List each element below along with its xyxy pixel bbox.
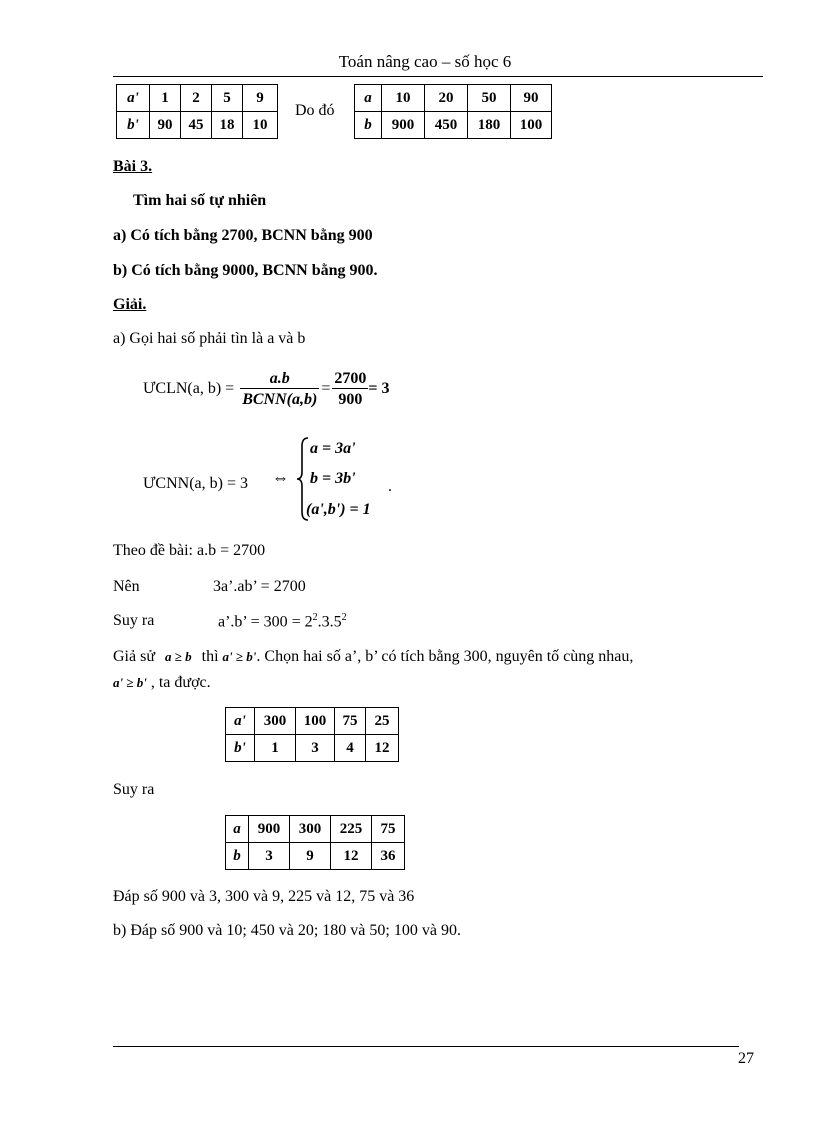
table-cell: 20 <box>425 85 468 112</box>
table-row <box>355 112 552 139</box>
table-a-prime-b-prime <box>225 707 399 762</box>
table-cell: b <box>226 843 249 870</box>
iff-arrow: ⇔ <box>272 468 289 487</box>
exercise-part-a: a) Có tích bằng 2700, BCNN bằng 900 <box>113 227 373 244</box>
table-row <box>226 816 405 843</box>
table-cell: 9 <box>243 85 278 112</box>
table-cell: 5 <box>212 85 243 112</box>
gia-su-line-2 <box>113 674 211 692</box>
exercise-title: Bài 3. <box>113 158 153 175</box>
table-cell: b' <box>226 735 255 762</box>
system-eq-1: a = 3a' <box>310 440 356 457</box>
table-row <box>226 735 399 762</box>
page-number: 27 <box>738 1050 754 1067</box>
table-cell: 10 <box>243 112 278 139</box>
header-rule <box>113 76 763 77</box>
system-dot: . <box>388 478 392 495</box>
table-cell: 90 <box>150 112 181 139</box>
table-cell: 18 <box>212 112 243 139</box>
fraction-numerator: a.b <box>269 369 290 387</box>
nen-label: Nên <box>113 578 140 595</box>
table-cell: 3 <box>249 843 290 870</box>
system-eq-2: b = 3b' <box>310 470 356 487</box>
table-a-b <box>225 815 405 870</box>
table-cell: 12 <box>331 843 372 870</box>
table-top-right <box>354 84 552 139</box>
table-cell: 12 <box>366 735 399 762</box>
table-cell: 3 <box>296 735 335 762</box>
ucnn-label: ƯCNN(a, b) = 3 <box>143 475 248 492</box>
table-cell: 75 <box>372 816 405 843</box>
suy-ra-2: Suy ra <box>113 781 155 798</box>
table-cell: 4 <box>335 735 366 762</box>
ucln-label: ƯCLN(a, b) = <box>143 380 235 397</box>
table-cell: b <box>355 112 382 139</box>
page-header-title: Toán nâng cao – số học 6 <box>338 52 512 71</box>
table-cell: 25 <box>366 708 399 735</box>
table-cell: a <box>226 816 249 843</box>
table-cell: 300 <box>255 708 296 735</box>
gia-su-text: Giả sử <box>113 648 155 665</box>
table-row <box>226 843 405 870</box>
table-cell: 100 <box>296 708 335 735</box>
suy-ra-value <box>218 612 347 631</box>
fraction-denominator: 900 <box>332 388 368 409</box>
table-cell: 450 <box>425 112 468 139</box>
exponent: 2 <box>312 612 318 623</box>
table-cell: 300 <box>290 816 331 843</box>
table-cell: 225 <box>331 816 372 843</box>
exponent: 2 <box>341 612 347 623</box>
ucln-formula <box>143 364 389 414</box>
table-cell: 2 <box>181 85 212 112</box>
answer-b: b) Đáp số 900 và 10; 450 và 20; 180 và 50; 100 và 90. <box>113 922 461 939</box>
table-top-left <box>116 84 278 139</box>
table-cell: 10 <box>382 85 425 112</box>
system-eq-3: (a',b') = 1 <box>306 501 371 518</box>
ucln-result: = 3 <box>368 380 390 397</box>
theo-de-bai: Theo đề bài: a.b = 2700 <box>113 542 266 559</box>
table-cell: 36 <box>372 843 405 870</box>
table-cell: 1 <box>150 85 181 112</box>
table-cell: 180 <box>468 112 511 139</box>
table-row <box>117 112 278 139</box>
equals-sign: = <box>321 380 331 397</box>
exercise-prompt: Tìm hai số tự nhiên <box>133 192 267 209</box>
solution-line-a: a) Gọi hai số phải tìn là a và b <box>113 330 306 347</box>
gia-su-line <box>113 648 763 666</box>
table-cell: a <box>355 85 382 112</box>
table-cell: 90 <box>511 85 552 112</box>
gia-su-text: , ta được. <box>150 674 211 691</box>
fraction-ab-bcnn <box>240 370 319 409</box>
table-cell: 75 <box>335 708 366 735</box>
gia-su-text: thì <box>201 648 219 665</box>
suy-ra-label: Suy ra <box>113 612 155 629</box>
table-cell: 1 <box>255 735 296 762</box>
condition-a-ge-b: a ≥ b <box>165 649 192 664</box>
condition-a-prime-ge-b-prime: a' ≥ b' <box>113 675 147 690</box>
footer-rule <box>113 1046 739 1047</box>
exercise-part-b: b) Có tích bằng 9000, BCNN bằng 900. <box>113 262 378 279</box>
table-cell: a' <box>226 708 255 735</box>
table-cell: 100 <box>511 112 552 139</box>
table-cell: 900 <box>249 816 290 843</box>
fraction-denominator: BCNN(a,b) <box>240 388 319 409</box>
suy-ra-mid: .3.5 <box>317 613 342 631</box>
table-cell: a' <box>117 85 150 112</box>
condition-a-prime-ge-b-prime: a' ≥ b' <box>222 649 257 664</box>
answer-a: Đáp số 900 và 3, 300 và 9, 225 và 12, 75 và 36 <box>113 888 415 905</box>
solution-title: Giải. <box>113 296 147 313</box>
table-cell: 50 <box>468 85 511 112</box>
table-row <box>117 85 278 112</box>
table-cell: b' <box>117 112 150 139</box>
nen-value: 3a’.ab’ = 2700 <box>213 578 306 595</box>
table-cell: 9 <box>290 843 331 870</box>
table-cell: 45 <box>181 112 212 139</box>
suy-ra-text: a’.b’ = 300 = 2 <box>218 613 313 631</box>
gia-su-text: . Chọn hai số a’, b’ có tích bằng 300, nguyên tố cùng nhau, <box>256 648 634 665</box>
table-cell: 900 <box>382 112 425 139</box>
fraction-2700-900 <box>332 370 368 409</box>
fraction-numerator: 2700 <box>334 369 367 387</box>
table-row <box>355 85 552 112</box>
table-row <box>226 708 399 735</box>
do-do-label: Do đó <box>295 102 335 119</box>
